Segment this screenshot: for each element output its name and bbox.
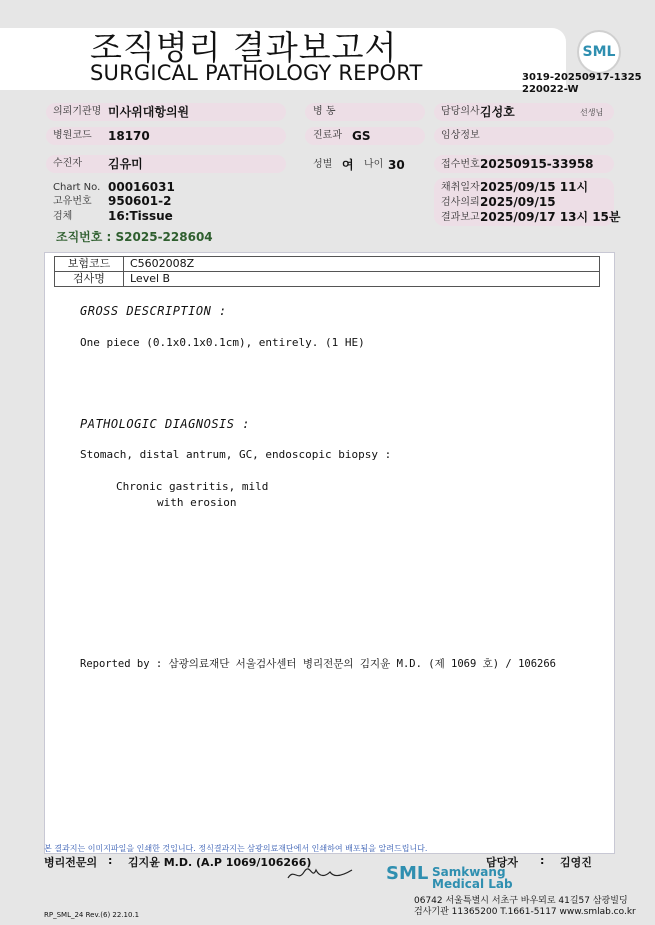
doctor-label: 담당의사: [441, 106, 480, 117]
lab-logo-icon: SML: [386, 860, 422, 888]
receipt-label: 접수번호: [441, 159, 480, 170]
gross-description-text: One piece (0.1x0.1x0.1cm), entirely. (1 HE): [80, 336, 365, 349]
doctor-suffix: 선생님: [580, 108, 604, 117]
specimen-label: 검체: [53, 211, 73, 222]
patient-value: 김유미: [108, 157, 143, 171]
document-number-line1: 3019-20250917-1325: [522, 72, 642, 83]
unique-label: 고유번호: [53, 196, 92, 207]
dept-value: GS: [352, 129, 371, 143]
dept-label: 진료과: [313, 130, 342, 141]
doctor-value: 김성호: [480, 105, 515, 119]
test-name-value: Level B: [124, 272, 600, 287]
chart-value: 00016031: [108, 180, 175, 194]
pathologist-colon: :: [108, 854, 113, 867]
signature-icon: [286, 864, 356, 884]
report-title-korean: 조직병리 결과보고서: [90, 28, 398, 67]
tissue-number: 조직번호 : S2025-228604: [56, 230, 213, 244]
test-name-label: 검사명: [55, 272, 124, 287]
insurance-table: [54, 256, 600, 287]
result-label: 결과보고: [441, 212, 480, 223]
ward-label: 병 동: [313, 106, 336, 117]
lab-address: 06742 서울특별시 서초구 바우뫼로 41길57 삼광빌딩: [414, 896, 628, 906]
manager-label: 담당자: [486, 856, 518, 869]
document-number: [522, 72, 642, 96]
pathologist-value: 김지윤 M.D. (A.P 1069/106266): [128, 856, 312, 869]
lab-name-line2: Medical Lab: [432, 877, 513, 891]
hospcode-value: 18170: [108, 129, 150, 143]
collect-value: 2025/09/15 11시: [480, 180, 589, 194]
revision-code: RP_SML_24 Rev.(6) 22.10.1: [44, 911, 140, 919]
age-value: 30: [388, 158, 405, 172]
chart-label: Chart No.: [53, 182, 101, 193]
document-number-line2: 220022-W: [522, 84, 579, 95]
gross-description-title: GROSS DESCRIPTION :: [80, 304, 227, 318]
diagnosis-site: Stomach, distal antrum, GC, endoscopic biopsy :: [80, 448, 392, 461]
sml-logo-icon: SML: [577, 30, 621, 74]
unique-value: 950601-2: [108, 194, 172, 208]
lab-name: [432, 866, 513, 890]
lab-contact: 검사기관 11365200 T.1661-5117 www.smlab.co.kr: [414, 907, 636, 917]
receipt-value: 20250915-33958: [480, 157, 594, 171]
collect-label: 채취일자: [441, 182, 480, 193]
table-row: [55, 257, 600, 272]
report-title-english: SURGICAL PATHOLOGY REPORT: [90, 61, 423, 85]
patient-row: [46, 155, 286, 173]
age-label: 나이: [364, 159, 384, 170]
request-label: 검사의뢰: [441, 197, 480, 208]
insurance-code-value: C5602008Z: [124, 257, 600, 272]
reported-by: Reported by : 삼광의료재단 서울검사센터 병리전문의 김지윤 M.D. (제 1069 호) / 106266: [80, 658, 557, 670]
pathologist-label: 병리전문의: [44, 856, 98, 869]
result-value: 2025/09/17 13시 15분: [480, 210, 621, 224]
table-row: [55, 272, 600, 287]
diagnosis-line2: with erosion: [157, 496, 237, 509]
sex-label: 성별: [313, 159, 333, 170]
insurance-code-label: 보험코드: [55, 257, 124, 272]
hospital-value: 미사위대항의원: [108, 105, 190, 119]
manager-value: 김영진: [560, 856, 592, 869]
print-notice: 본 결과지는 이미지파일을 인쇄한 것입니다. 정식결과지는 삼광의료재단에서 인쇄하여 배포됨을 알려드립니다.: [44, 844, 428, 853]
sex-value: 여: [342, 158, 354, 172]
diagnosis-line1: Chronic gastritis, mild: [116, 480, 269, 493]
clinical-label: 임상정보: [441, 130, 480, 141]
pathologic-diagnosis-title: PATHOLOGIC DIAGNOSIS :: [80, 417, 250, 431]
hospcode-label: 병원코드: [53, 130, 92, 141]
patient-label: 수진자: [53, 158, 82, 169]
lab-name-line1: Samkwang: [432, 865, 506, 879]
request-value: 2025/09/15: [480, 195, 556, 209]
specimen-value: 16:Tissue: [108, 209, 173, 223]
hospital-label: 의뢰기관명: [53, 106, 102, 117]
manager-colon: :: [540, 854, 545, 867]
